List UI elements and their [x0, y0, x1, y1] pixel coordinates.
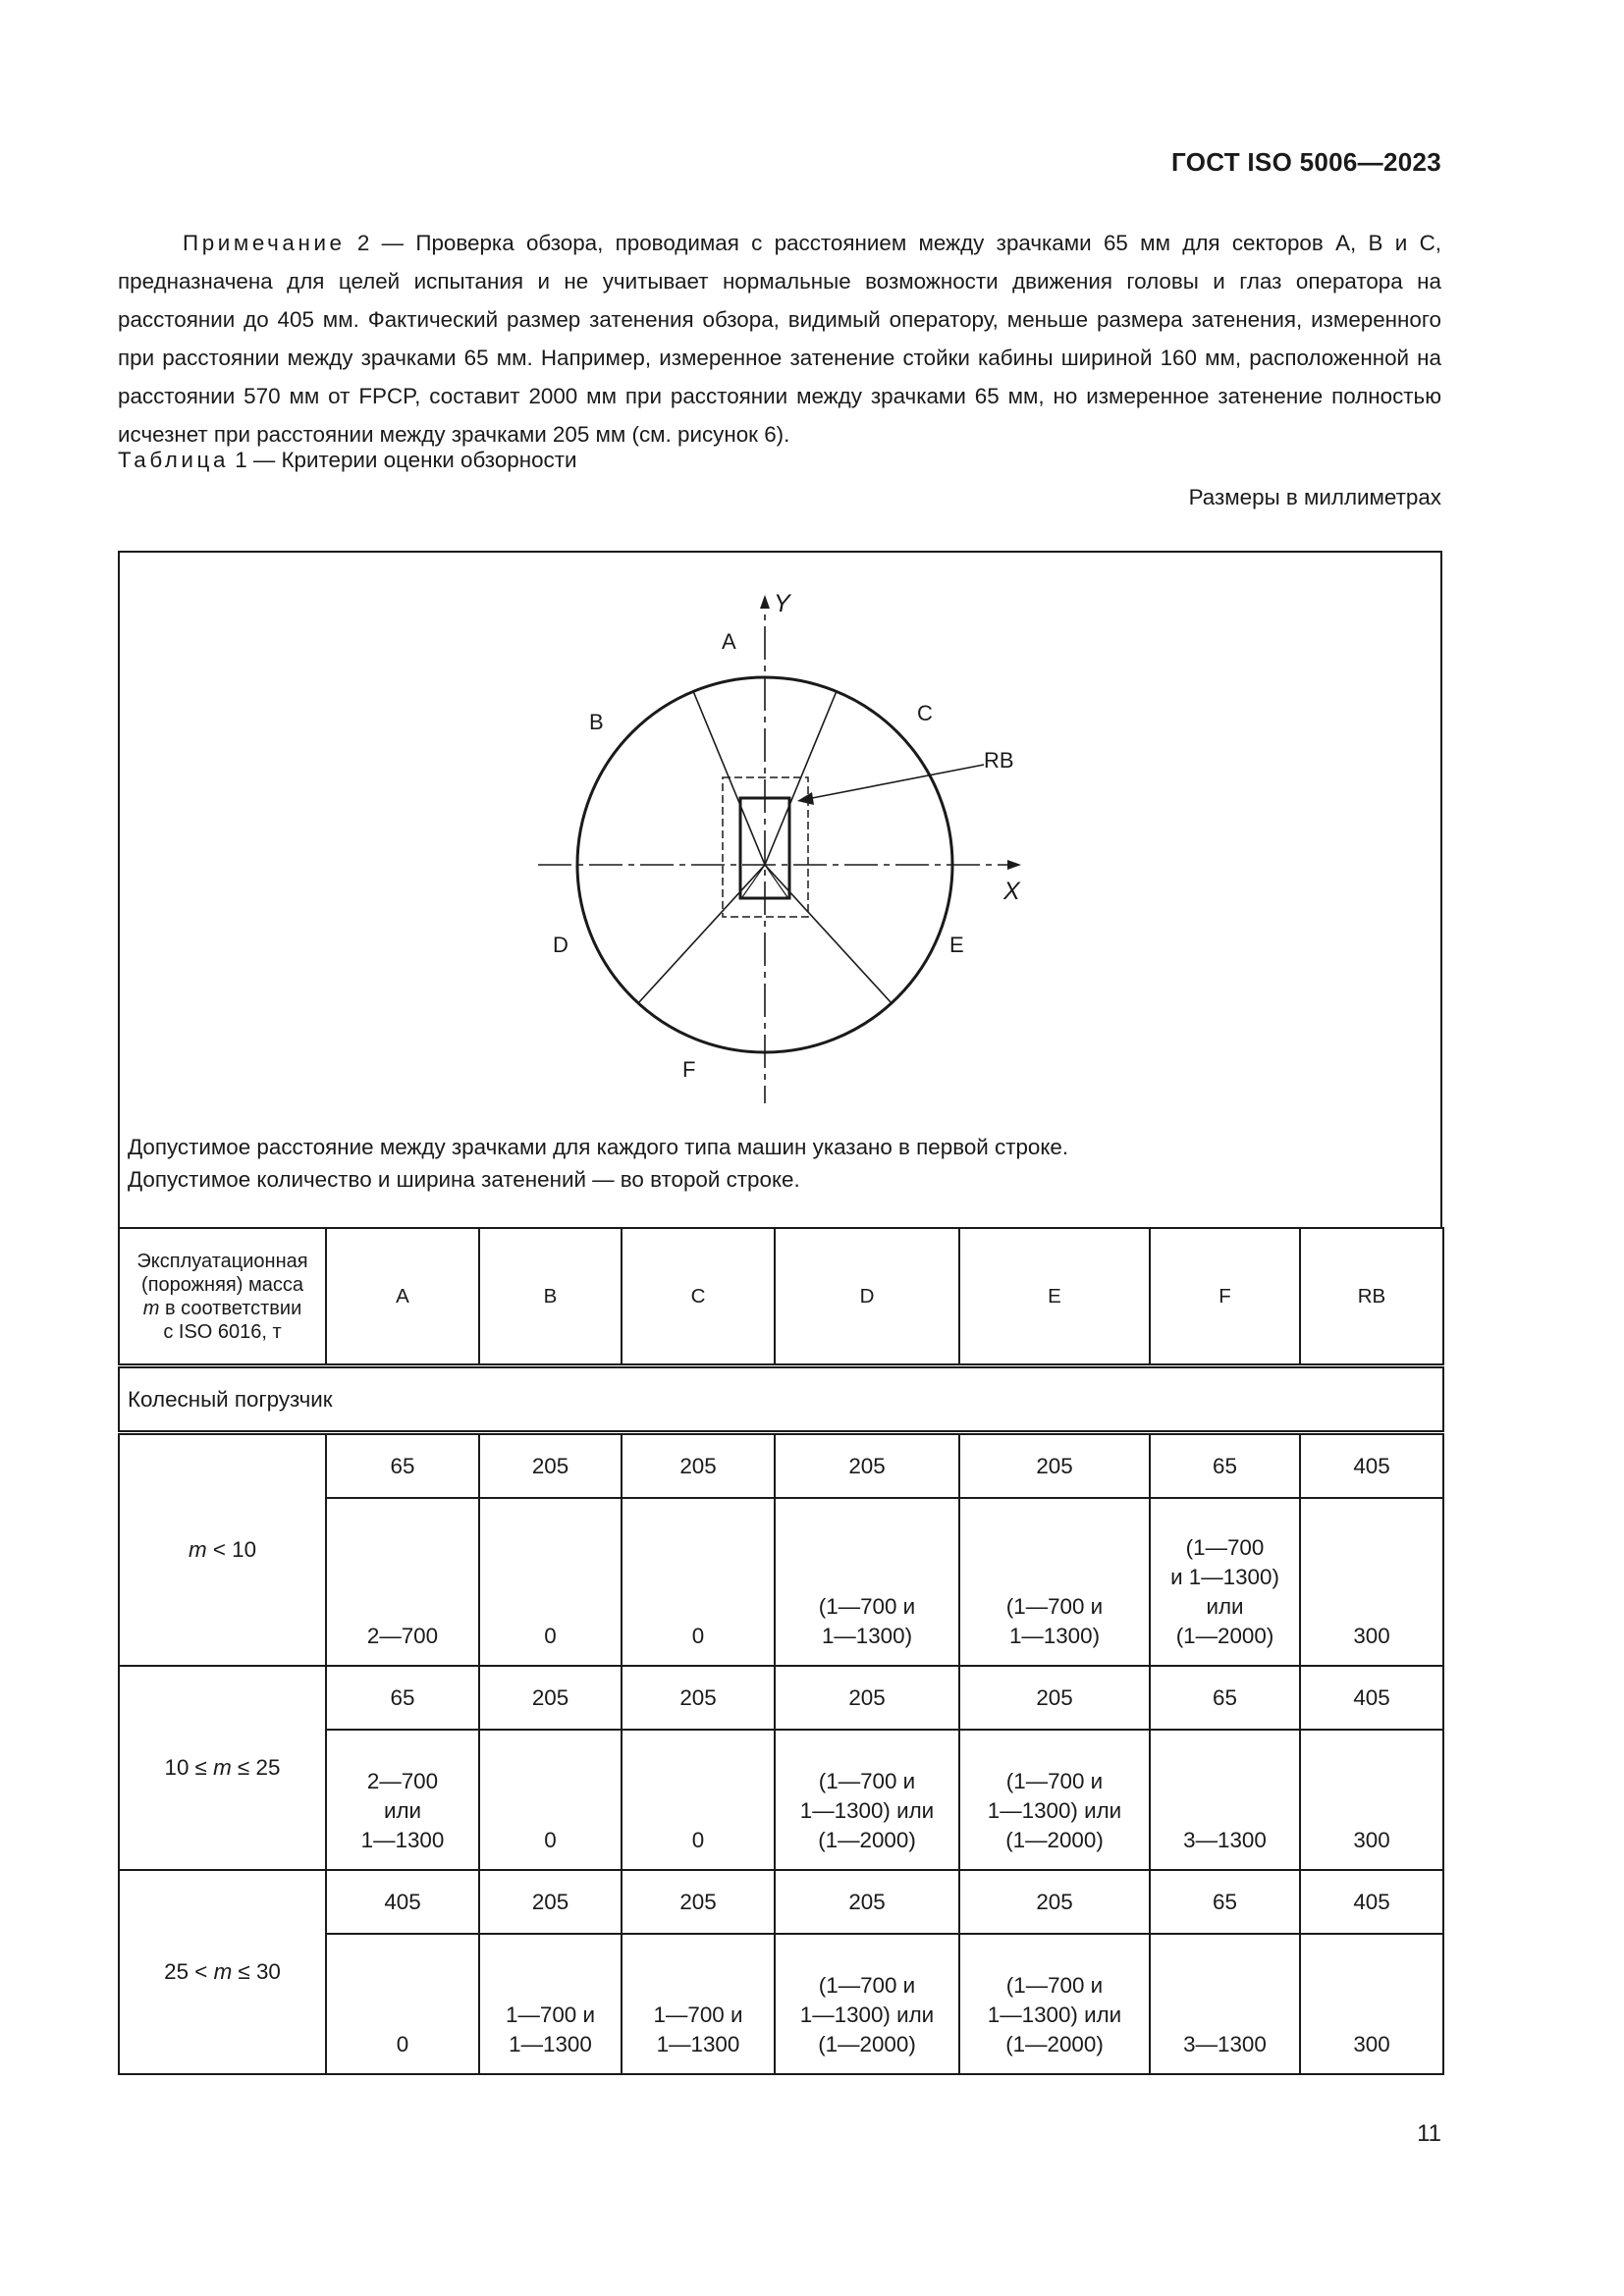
mass-variable: m	[213, 1755, 232, 1780]
axis-y-label: Y	[774, 590, 790, 617]
shadow-cell-line: (1—700 и	[1005, 1594, 1104, 1619]
sector-diagram	[520, 583, 1031, 1103]
page-number: 11	[1417, 2120, 1441, 2147]
axis-x-label: X	[1003, 878, 1020, 905]
shadow-cell	[1300, 1498, 1443, 1666]
shadow-cell	[326, 1730, 479, 1870]
shadow-cell-line: 300	[1353, 1828, 1390, 1852]
shadow-cell-line: 0	[544, 1828, 557, 1852]
shadow-cell-line: 0	[544, 1624, 557, 1648]
shadow-cell-line: (1—700 и	[1005, 1973, 1104, 1998]
shadow-cell-line: 3—1300	[1183, 1828, 1267, 1852]
sector-boundary-df	[638, 865, 765, 1003]
sector-label-e: E	[949, 933, 964, 957]
table-header-row	[119, 1228, 1443, 1366]
mass-range-cell	[119, 1870, 326, 2074]
note-text: 2 — Проверка обзора, проводимая с расстоянием между зрачками 65 мм для секторов A, B и C, предназначена для целей испытания и не учитывает нормальные возможности движения головы и глаз оператора на расстоянии до 405 мм. Фактический размер затенения обзора, видимый оператору, меньше размера затенения, измеренного при расстоянии между зрачками 65 мм. Например, измеренное затенение стойки кабины шириной 160 мм, расположенной на расстоянии 570 мм от FPCP, составит 2000 мм при расстоянии между зрачками 65 мм, но измеренное затенение полностью исчезнет при расстоянии между зрачками 205 мм (см. рисунок 6).	[118, 231, 1441, 447]
mass-range-suffix: ≤ 30	[232, 1959, 281, 1984]
units-note: Размеры в миллиметрах	[1188, 485, 1441, 509]
note-2	[118, 224, 1441, 454]
shadow-cell	[959, 1498, 1150, 1666]
shadow-cell	[479, 1730, 622, 1870]
shadow-cell-line: 300	[1353, 2032, 1390, 2056]
shadow-cell	[1300, 1730, 1443, 1870]
shadow-cell	[959, 1934, 1150, 2074]
header-mass	[119, 1228, 326, 1366]
rb-diag-2	[765, 865, 787, 897]
shadow-cell-line: 1—1300)	[1008, 1624, 1101, 1648]
distance-cell: 205	[959, 1433, 1150, 1499]
distance-cell: 205	[775, 1666, 959, 1730]
shadow-cell	[326, 1934, 479, 2074]
sector-label-rb: RB	[984, 748, 1014, 773]
distance-cell: 205	[479, 1433, 622, 1499]
distance-cell: 65	[1150, 1666, 1300, 1730]
note-label: Примечание	[183, 231, 346, 255]
table-caption	[118, 448, 577, 473]
distance-cell: 405	[1300, 1870, 1443, 1934]
shadow-cell-line: 1—1300	[509, 2032, 592, 2056]
distance-cell: 205	[959, 1870, 1150, 1934]
shadow-cell-line: 0	[691, 1828, 705, 1852]
distance-cell: 205	[775, 1870, 959, 1934]
shadow-cell-line: 2—700	[366, 1624, 439, 1648]
shadow-cell-line: 300	[1353, 1624, 1390, 1648]
mass-range-cell	[119, 1666, 326, 1870]
group-row	[119, 1366, 1443, 1433]
shadow-cell-line: 1—1300)	[821, 1624, 913, 1648]
mass-range-prefix: 25 <	[164, 1959, 214, 1984]
y-axis-arrow	[760, 595, 770, 609]
shadow-cell-line: 1—1300	[656, 2032, 740, 2056]
header-col-a: A	[326, 1228, 479, 1366]
distance-cell: 405	[1300, 1666, 1443, 1730]
distance-row	[119, 1870, 1443, 1934]
shadow-cell-line: (1—2000)	[1175, 1624, 1274, 1648]
shadow-cell-line: 1—1300) или	[987, 1798, 1122, 1823]
mass-range-suffix: ≤ 25	[231, 1755, 281, 1780]
shadow-cell	[326, 1498, 479, 1666]
distance-row	[119, 1666, 1443, 1730]
header-mass-line-2: (порожняя) масса	[141, 1273, 303, 1296]
shadow-cell-line: 0	[691, 1624, 705, 1648]
header-col-b: B	[479, 1228, 622, 1366]
sector-label-f: F	[682, 1057, 696, 1082]
shadow-cell-line: 0	[396, 2032, 409, 2056]
shadow-cell-line: (1—700 и	[1005, 1769, 1104, 1793]
distance-cell: 65	[1150, 1433, 1300, 1499]
distance-cell: 65	[326, 1666, 479, 1730]
shadow-cell-line: 1—1300) или	[799, 2002, 935, 2027]
mass-variable: m	[213, 1959, 233, 1984]
shadow-cell-line: (1—2000)	[1005, 2032, 1104, 2056]
shadow-cell	[622, 1730, 775, 1870]
distance-cell: 65	[326, 1433, 479, 1499]
shadow-cell-line: или	[1206, 1594, 1244, 1619]
shadow-cell-line: (1—2000)	[1005, 1828, 1104, 1852]
shadow-cell-line: 1—1300	[360, 1828, 445, 1852]
shadow-cell	[1150, 1730, 1300, 1870]
sector-label-d: D	[553, 933, 568, 957]
header-col-e: E	[959, 1228, 1150, 1366]
distance-cell: 205	[959, 1666, 1150, 1730]
distance-cell: 65	[1150, 1870, 1300, 1934]
rb-diag-1	[742, 865, 765, 897]
header-col-d: D	[775, 1228, 959, 1366]
table-caption-label: Таблица	[118, 448, 229, 472]
shadow-cell-line: 2—700	[366, 1769, 439, 1793]
shadow-cell	[1150, 1934, 1300, 2074]
header-mass-line-1: Эксплуатационная	[136, 1250, 308, 1272]
shadow-cell	[775, 1730, 959, 1870]
shadow-cell-line: 3—1300	[1183, 2032, 1267, 2056]
criteria-table	[118, 1227, 1444, 2075]
figure-explanation-line-1: Допустимое расстояние между зрачками для каждого типа машин указано в первой строке.	[128, 1135, 1069, 1159]
table-caption-text: 1 — Критерии оценки обзорности	[229, 448, 577, 472]
shadow-cell-line: 1—1300) или	[987, 2002, 1122, 2027]
shadow-cell	[479, 1498, 622, 1666]
mass-variable: m	[188, 1537, 207, 1562]
distance-cell: 405	[326, 1870, 479, 1934]
shadow-cell-line: или	[383, 1798, 422, 1823]
shadow-cell	[775, 1498, 959, 1666]
shadow-cell-line: 1—700 и	[506, 2002, 595, 2027]
header-mass-line-4: с ISO 6016, т	[163, 1320, 282, 1343]
shadow-cell-line: (1—700	[1185, 1535, 1265, 1560]
distance-row	[119, 1433, 1443, 1499]
sector-boundary-ef	[765, 865, 892, 1003]
shadow-cell-line: (1—700 и	[818, 1973, 916, 1998]
shadow-cell	[1150, 1498, 1300, 1666]
header-mass-line-3-text: в соответствии	[159, 1297, 302, 1319]
shadow-cell-line: (1—2000)	[818, 1828, 916, 1852]
header-col-rb: RB	[1300, 1228, 1443, 1366]
shadow-cell	[622, 1934, 775, 2074]
distance-cell: 205	[622, 1666, 775, 1730]
distance-cell: 405	[1300, 1433, 1443, 1499]
shadow-cell	[775, 1934, 959, 2074]
sector-label-a: A	[722, 629, 736, 654]
header-mass-line-3	[124, 1297, 321, 1320]
header-col-c: C	[622, 1228, 775, 1366]
shadow-cell-line: (1—700 и	[818, 1769, 916, 1793]
x-axis-arrow	[1007, 860, 1021, 870]
distance-cell: 205	[622, 1433, 775, 1499]
shadow-cell-line: (1—700 и	[818, 1594, 916, 1619]
distance-cell: 205	[622, 1870, 775, 1934]
shadow-cell	[622, 1498, 775, 1666]
group-label: Колесный погрузчик	[119, 1366, 1443, 1433]
shadow-cell	[959, 1730, 1150, 1870]
distance-cell: 205	[479, 1666, 622, 1730]
shadow-cell	[1300, 1934, 1443, 2074]
mass-range-prefix: 10 ≤	[164, 1755, 214, 1780]
figure-explanation	[128, 1131, 1068, 1196]
mass-range-suffix: < 10	[206, 1537, 257, 1562]
sector-label-b: B	[589, 710, 604, 734]
rb-pointer-arrow	[797, 792, 814, 805]
shadow-cell	[479, 1934, 622, 2074]
mass-variable: m	[142, 1297, 160, 1319]
document-code: ГОСТ ISO 5006—2023	[1171, 147, 1441, 177]
shadow-cell-line: 1—700 и	[653, 2002, 743, 2027]
distance-cell: 205	[479, 1870, 622, 1934]
shadow-cell-line: 1—1300) или	[799, 1798, 935, 1823]
rb-pointer-line	[807, 765, 984, 799]
figure-explanation-line-2: Допустимое количество и ширина затенений — во второй строке.	[128, 1167, 800, 1192]
header-col-f: F	[1150, 1228, 1300, 1366]
distance-cell: 205	[775, 1433, 959, 1499]
mass-range-cell	[119, 1433, 326, 1667]
shadow-cell-line: (1—2000)	[818, 2032, 916, 2056]
sector-label-c: C	[917, 701, 933, 725]
shadow-cell-line: и 1—1300)	[1170, 1565, 1279, 1589]
